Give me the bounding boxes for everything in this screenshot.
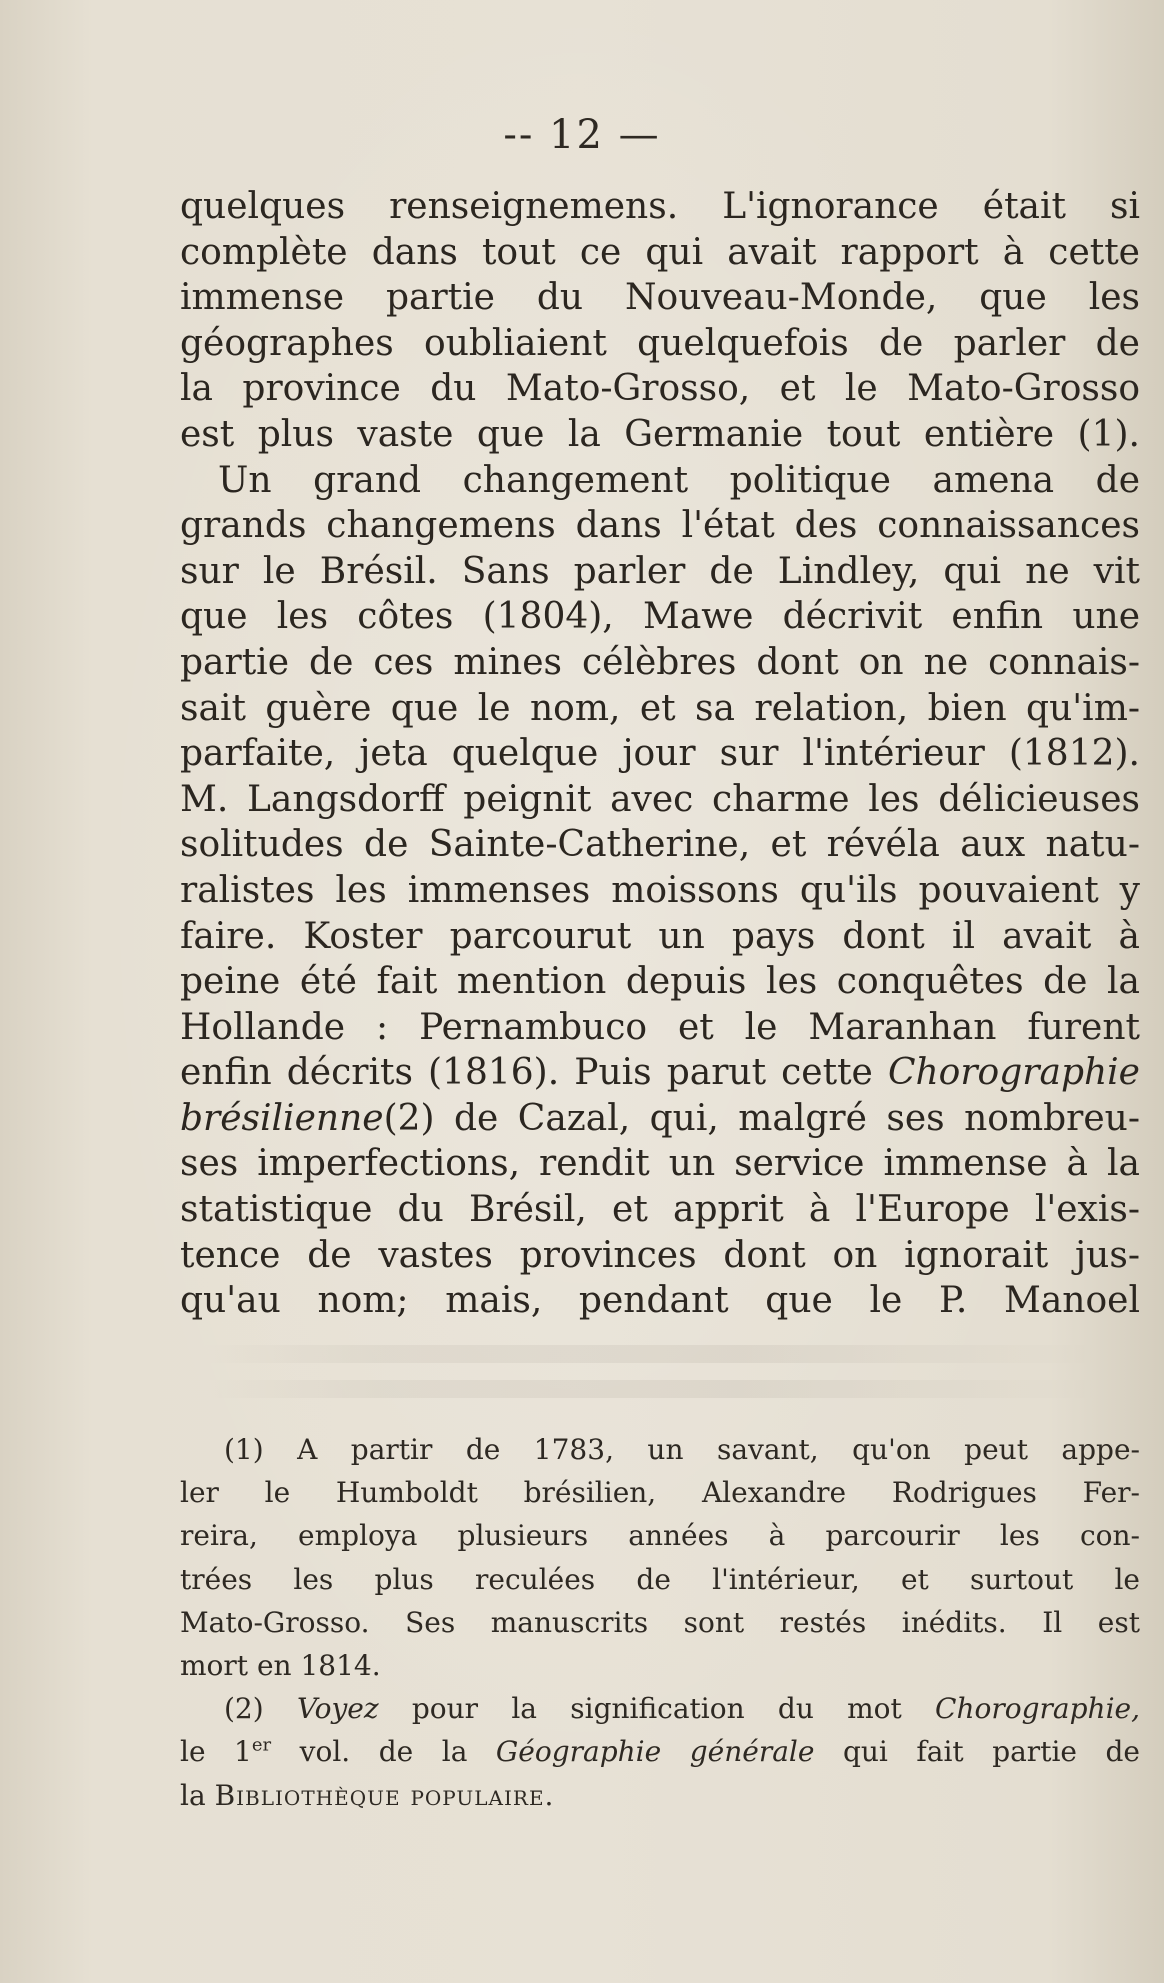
bleed-through-shadow [200,1380,1100,1398]
page-number: -- 12 — [503,112,661,158]
footnote-2-line-3: la Bibliothèque populaire. [180,1778,555,1812]
text-line: sait guère que le nom, et sa relation, bien qu'im- [180,687,1140,729]
footnotes [180,1428,1140,1817]
text-line: brésilienne(2) de Cazal, qui, malgré ses nombreu- [180,1097,1140,1139]
footnote-line: mort en 1814. [180,1648,381,1682]
text-line: géographes oubliaient quelquefois de parler de [180,322,1140,364]
text-line: est plus vaste que la Germanie tout entière (1). [180,413,1140,455]
bleed-through-shadow [200,1345,1100,1363]
text-line: sur le Brésil. Sans parler de Lindley, qui ne vit [180,550,1140,592]
footnote-line: reira, employa plusieurs années à parcourir les con- [180,1519,1140,1553]
text-line: statistique du Brésil, et apprit à l'Europe l'exis- [180,1189,1140,1231]
text-line: tence de vastes provinces dont on ignorait jus- [180,1234,1140,1276]
text-line: grands changemens dans l'état des connaissances [180,505,1140,547]
footnote-2-line-1: (2) Voyez pour la signification du mot Chorographie, [224,1692,1140,1726]
text-line: faire. Koster parcourut un pays dont il avait à [180,915,1140,957]
text-line: qu'au nom; mais, pendant que le P. Manoel [180,1280,1140,1322]
text-line: complète dans tout ce qui avait rapport à cette [180,231,1140,273]
text-line: la province du Mato-Grosso, et le Mato-Grosso [180,368,1140,410]
text-line: enfin décrits (1816). Puis parut cette Chorographie [180,1052,1140,1094]
footnote-line: ler le Humboldt brésilien, Alexandre Rodrigues Fer- [180,1476,1140,1510]
text-line: parfaite, jeta quelque jour sur l'intérieur (1812). [180,733,1140,775]
main-text [180,184,1140,1324]
text-line: immense partie du Nouveau-Monde, que les [180,277,1140,319]
text-line: solitudes de Sainte-Catherine, et révéla aux natu- [180,824,1140,866]
text-line: ralistes les immenses moissons qu'ils pouvaient y [180,869,1140,911]
text-line: ses imperfections, rendit un service immense à la [180,1143,1140,1185]
text-line: Hollande : Pernambuco et le Maranhan furent [180,1006,1140,1048]
footnote-line: Mato-Grosso. Ses manuscrits sont restés inédits. Il est [180,1605,1140,1639]
footnote-2-line-2: le 1er vol. de la Géographie générale qui fait partie de [180,1734,1140,1769]
text-line: peine été fait mention depuis les conquêtes de la [180,961,1140,1003]
text-line: quelques renseignemens. L'ignorance était si [180,186,1140,227]
text-line: que les côtes (1804), Mawe décrivit enfin une [180,596,1140,638]
text-line: partie de ces mines célèbres dont on ne connais- [180,641,1140,683]
footnote-line: trées les plus reculées de l'intérieur, et surtout le [180,1562,1140,1596]
text-line: Un grand changement politique amena de [218,459,1140,501]
footnote-line: (1) A partir de 1783, un savant, qu'on peut appe- [224,1433,1140,1466]
text-line: M. Langsdorff peignit avec charme les délicieuses [180,778,1140,820]
